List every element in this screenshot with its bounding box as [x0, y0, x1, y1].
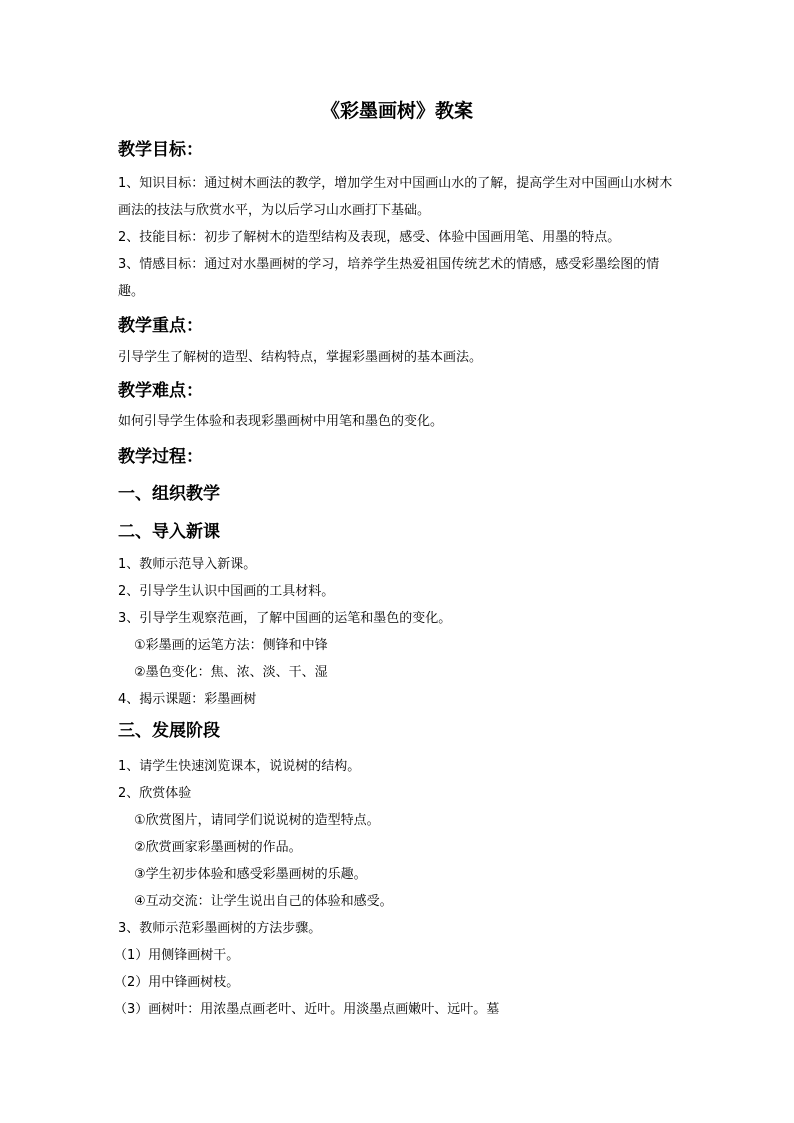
- key-text: 引导学生了解树的造型、结构特点，掌握彩墨画树的基本画法。: [118, 350, 483, 365]
- part3-step-2: （2）用中锋画树枝。: [114, 975, 240, 990]
- part1-heading: 一、组织教学: [118, 484, 220, 504]
- part3-heading: 三、发展阶段: [118, 721, 220, 741]
- part2-item-3a: ①彩墨画的运笔方法：侧锋和中锋: [134, 638, 328, 653]
- part2-heading: 二、导入新课: [118, 522, 220, 542]
- part3-item-2d: ④互动交流：让学生说出自己的体验和感受。: [134, 894, 393, 909]
- goal-skill: 2、技能目标：初步了解树木的造型结构及表现，感受、体验中国画用笔、用墨的特点。: [118, 230, 621, 245]
- part2-item-1: 1、教师示范导入新课。: [118, 557, 257, 572]
- part2-item-4: 4、揭示课题：彩墨画树: [118, 692, 257, 707]
- part3-item-2b: ②欣赏画家彩墨画树的作品。: [134, 840, 302, 855]
- goal-emotion: 3、情感目标：通过对水墨画树的学习，培养学生热爱祖国传统艺术的情感，感受彩墨绘图的情趣。: [118, 257, 660, 299]
- difficulty-heading: 教学难点：: [118, 381, 203, 401]
- part3-step-1: （1）用侧锋画树干。: [114, 948, 240, 963]
- part3-item-2c: ③学生初步体验和感受彩墨画树的乐趣。: [134, 867, 367, 882]
- document-body: [114, 134, 678, 1023]
- goals-heading: 教学目标：: [118, 140, 203, 160]
- part3-item-2: 2、欣赏体验: [118, 786, 192, 801]
- difficulty-text: 如何引导学生体验和表现彩墨画树中用笔和墨色的变化。: [118, 414, 444, 429]
- part2-item-3: 3、引导学生观察范画，了解中国画的运笔和墨色的变化。: [118, 611, 452, 626]
- part2-item-3b: ②墨色变化：焦、浓、淡、干、湿: [134, 665, 328, 680]
- part2-item-2: 2、引导学生认识中国画的工具材料。: [118, 584, 335, 599]
- part3-item-2a: ①欣赏图片，请同学们说说树的造型特点。: [134, 813, 380, 828]
- part3-step-3: （3）画树叶：用浓墨点画老叶、近叶。用淡墨点画嫩叶、远叶。墓: [114, 1002, 500, 1017]
- part3-item-3: 3、教师示范彩墨画树的方法步骤。: [118, 921, 322, 936]
- goal-knowledge: 1、知识目标：通过树木画法的教学，增加学生对中国画山水的了解，提高学生对中国画山水树木画法的技法与欣赏水平，为以后学习山水画打下基础。: [118, 176, 673, 218]
- process-heading: 教学过程：: [118, 447, 203, 467]
- part3-item-1: 1、请学生快速浏览课本，说说树的结构。: [118, 759, 361, 774]
- document-title: 《彩墨画树》教案: [320, 100, 473, 122]
- key-heading: 教学重点：: [118, 316, 203, 336]
